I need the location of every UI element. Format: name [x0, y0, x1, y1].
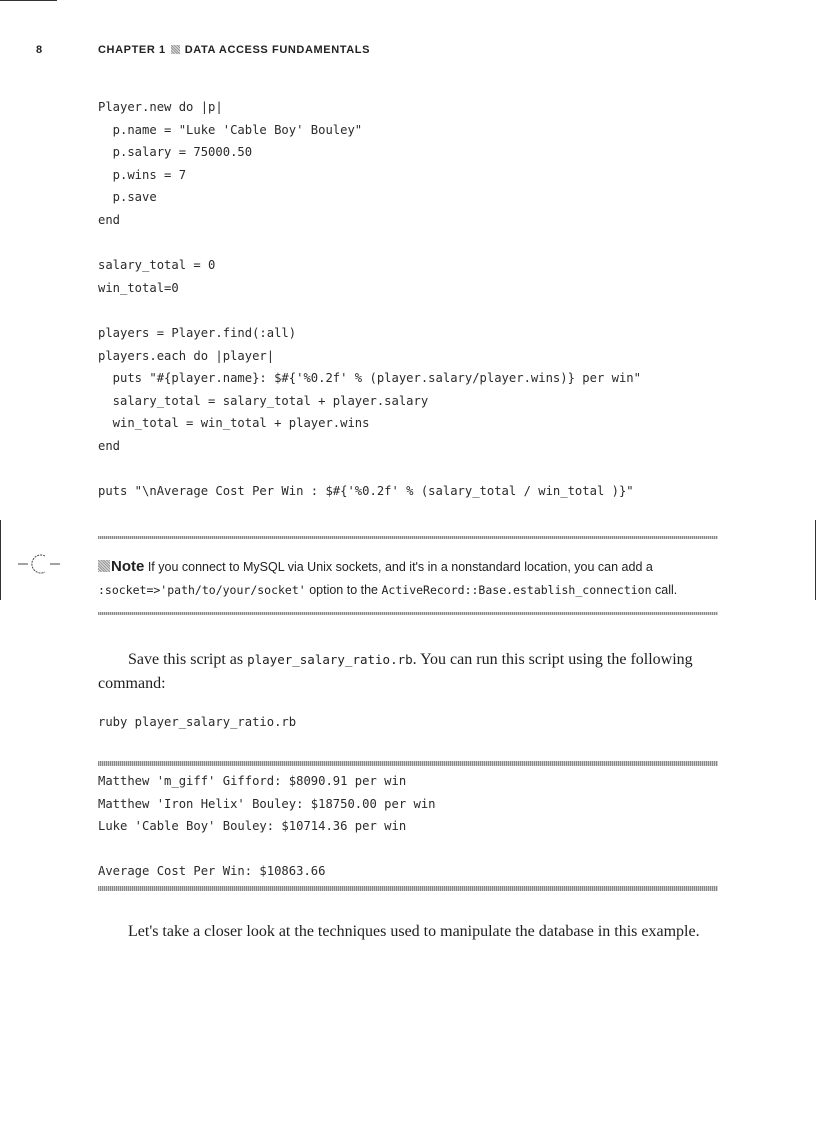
command-line: ruby player_salary_ratio.rb	[98, 715, 297, 729]
paragraph-2-text: Let's take a closer look at the techniques used to manipulate the database in this example.	[128, 923, 700, 940]
paragraph-1-before: Save this script as	[128, 651, 244, 668]
paragraph-1-after: . You can run this script using the following command:	[98, 651, 693, 692]
note-icon	[98, 560, 110, 572]
chapter-label: CHAPTER 1	[98, 44, 166, 56]
registration-mark-icon	[18, 551, 60, 577]
note-top-rule	[98, 536, 718, 539]
code-listing: Player.new do |p| p.name = "Luke 'Cable Boy' Bouley" p.salary = 75000.50 p.wins = 7 p.save end salary_total = 0 win_total=0 players = Player.find(:all) players.each do |player| puts "#{player.name}: $#{'%0.2f' % (player.salary/player.wins)} per win" salary_total = salary_total + player.salary win_total = win_total + player.wins end puts "\nAverage Cost Per Win : $#{'%0.2f' % (salary_total / win_total )}"	[98, 100, 641, 499]
output-bottom-rule	[98, 886, 718, 891]
note-bottom-rule	[98, 612, 718, 615]
page-number: 8	[36, 44, 43, 56]
note-code-2: ActiveRecord::Base.establish_connection	[381, 583, 652, 597]
crop-mark-top	[0, 0, 57, 1]
paragraph-save-script	[98, 648, 722, 696]
crop-mark-left	[0, 520, 1, 600]
note-text-3: call.	[655, 583, 678, 597]
note-label: Note	[111, 558, 145, 575]
note-text-2: option to the	[309, 583, 379, 597]
running-head	[36, 44, 370, 56]
note-box	[98, 555, 738, 602]
note-code-1: :socket=>'path/to/your/socket'	[98, 583, 306, 597]
paragraph-closer-look	[98, 920, 722, 944]
chapter-title: DATA ACCESS FUNDAMENTALS	[184, 44, 371, 56]
separator-icon	[171, 45, 180, 54]
note-text-1: If you connect to MySQL via Unix sockets, and it's in a nonstandard location, you can add a	[147, 560, 653, 574]
script-filename: player_salary_ratio.rb	[247, 652, 413, 667]
output-listing: Matthew 'm_giff' Gifford: $8090.91 per win Matthew 'Iron Helix' Bouley: $18750.00 per win Luke 'Cable Boy' Bouley: $10714.36 per win Average Cost Per Win: $10863.66	[98, 774, 436, 879]
output-top-rule	[98, 761, 718, 766]
